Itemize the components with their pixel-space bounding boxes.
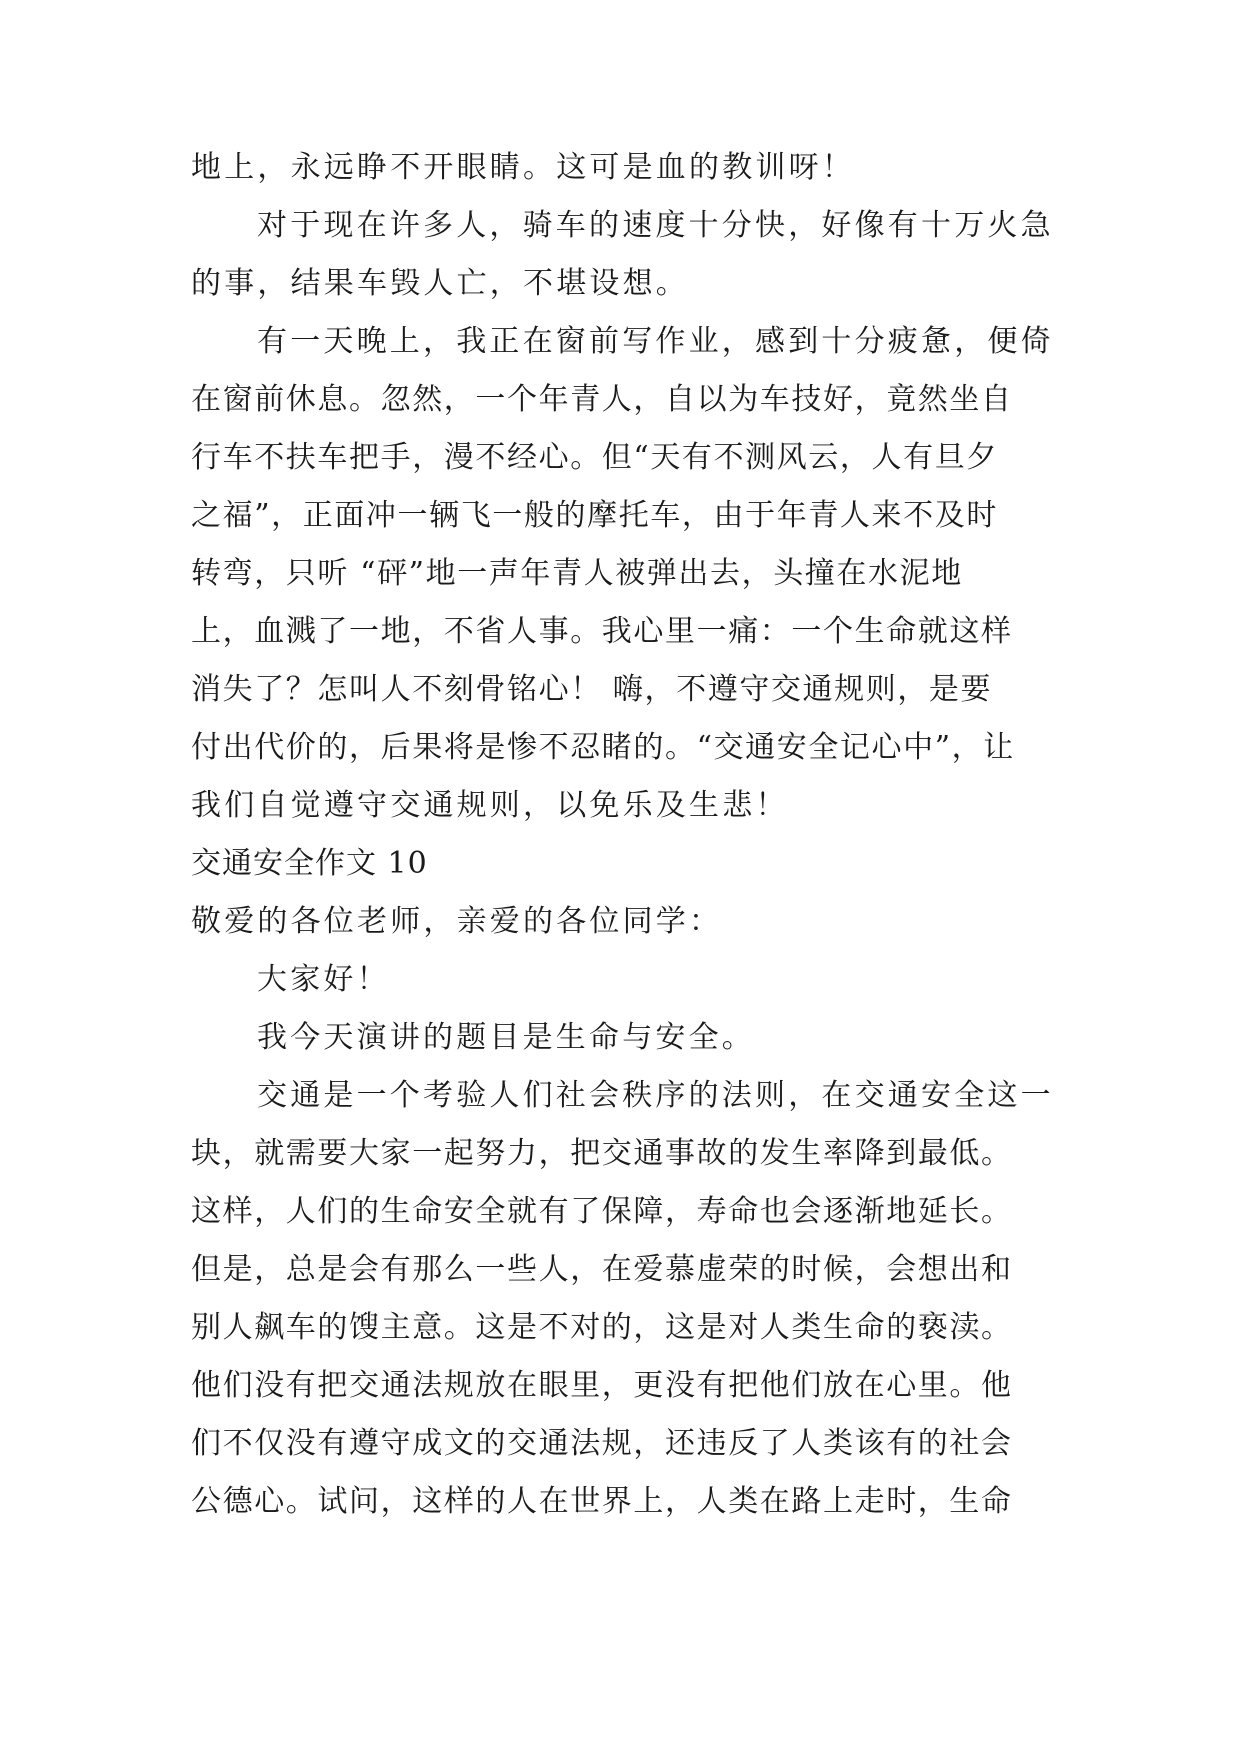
paragraph-start-line: 交通是一个考验人们社会秩序的法则，在交通安全这一: [257, 1078, 1054, 1113]
text-line: 们不仅没有遵守成文的交通法规，还违反了人类该有的社会: [191, 1426, 1013, 1461]
text-line: 块，就需要大家一起努力，把交通事故的发生率降到最低。: [191, 1136, 1013, 1171]
text-line: 在窗前休息。忽然，一个年青人，自以为车技好，竟然坐自: [191, 382, 1013, 417]
section-heading: 交通安全作文 10: [191, 846, 428, 881]
paragraph-start-line: 对于现在许多人，骑车的速度十分快，好像有十万火急: [257, 208, 1054, 243]
salutation-line: 敬爱的各位老师，亲爱的各位同学：: [191, 904, 723, 939]
text-line: 转弯，只听 “砰”地一声年青人被弹出去，头撞在水泥地: [191, 556, 963, 591]
text-line: 上，血溅了一地，不省人事。我心里一痛：一个生命就这样: [191, 614, 1013, 649]
greeting-line: 大家好！: [257, 962, 390, 997]
text-line: 这样，人们的生命安全就有了保障，寿命也会逐渐地延长。: [191, 1194, 1013, 1229]
paragraph-start-line: 有一天晚上，我正在窗前写作业，感到十分疲惫，便倚: [257, 324, 1054, 359]
text-line: 我们自觉遵守交通规则，以免乐及生悲！: [191, 788, 789, 823]
text-line: 付出代价的，后果将是惨不忍睹的。“交通安全记心中”，让: [191, 730, 1015, 765]
text-line: 地上，永远睁不开眼睛。这可是血的教训呀！: [191, 150, 855, 185]
text-line: 之福”，正面冲一辆飞一般的摩托车，由于年青人来不及时: [191, 498, 998, 533]
text-line: 他们没有把交通法规放在眼里，更没有把他们放在心里。他: [191, 1368, 1013, 1403]
text-line: 公德心。试问，这样的人在世界上，人类在路上走时，生命: [191, 1484, 1013, 1519]
text-line: 消失了？怎叫人不刻骨铭心！ 嗨，不遵守交通规则，是要: [191, 672, 993, 707]
text-line: 别人飙车的馊主意。这是不对的，这是对人类生命的亵渎。: [191, 1310, 1013, 1345]
text-line: 但是，总是会有那么一些人，在爱慕虚荣的时候，会想出和: [191, 1252, 1013, 1287]
paragraph-start-line: 我今天演讲的题目是生命与安全。: [257, 1020, 755, 1055]
text-line: 行车不扶车把手，漫不经心。但“天有不测风云，人有旦夕: [191, 440, 998, 475]
text-line: 的事，结果车毁人亡，不堪设想。: [191, 266, 689, 301]
